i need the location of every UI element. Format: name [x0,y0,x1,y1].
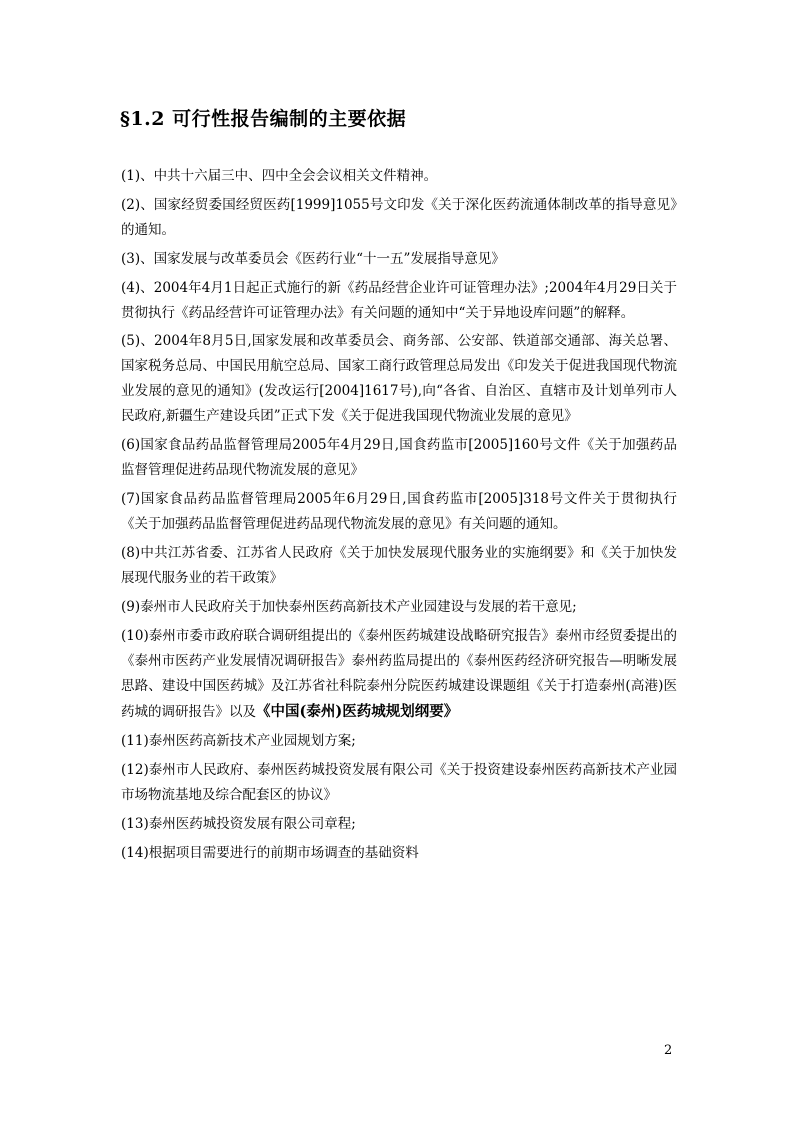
item-10-text: (10)泰州市委市政府联合调研组提出的《泰州医药城建设战略研究报告》泰州市经贸委提出的《泰州市医药产业发展情况调研报告》泰州药监局提出的《泰州医药经济研究报告—明晰发展思路、建设中国医药城》及江苏省社科院泰州分院医药城建设课题组《关于打造泰州(高港)医药城的调研报告》以及 [121,628,677,720]
list-item: (9)泰州市人民政府关于加快泰州医药高新技术产业园建设与发展的若干意见; [121,599,577,615]
list-item: (1)、中共十六届三中、四中全会会议相关文件精神。 [121,168,438,184]
page-number: 2 [664,1043,673,1058]
list-item: (8)中共江苏省委、江苏省人民政府《关于加快发展现代服务业的实施纲要》和《关于加快发展现代服务业的若干政策》 [121,545,677,586]
list-item [121,624,677,725]
list-item: (3)、国家发展与改革委员会《医药行业“十一五”发展指导意见》 [121,251,505,267]
basis-list [121,164,677,870]
list-item: (4)、2004年4月1日起正式施行的新《药品经营企业许可证管理办法》;2004年4月29日关于贯彻执行《药品经营许可证管理办法》有关问题的通知中“关于异地设库问题”的解释。 [121,280,677,321]
section-heading: §1.2 可行性报告编制的主要依据 [120,108,407,130]
item-10-bold-title: 《中国(泰州)医药城规划纲要》 [256,703,459,720]
list-item: (13)泰州医药城投资发展有限公司章程; [121,816,356,832]
list-item: (6)国家食品药品监督管理局2005年4月29日,国食药监市[2005]160号文件《关于加强药品监督管理促进药品现代物流发展的意见》 [121,437,677,478]
list-item: (2)、国家经贸委国经贸医药[1999]1055号文印发《关于深化医药流通体制改革的指导意见》的通知。 [121,197,677,238]
list-item: (5)、2004年8月5日,国家发展和改革委员会、商务部、公安部、铁道部交通部、海关总署、国家税务总局、中国民用航空总局、国家工商行政管理总局发出《印发关于促进我国现代物流业发展的意见的通知》(发改运行[2004]1617号),向“各省、自治区、直辖市及计划单列市人民政府,新疆生产建设兵团”正式下发《关于促进我国现代物流业发展的意见》 [121,333,677,424]
list-item: (14)根据项目需要进行的前期市场调查的基础资料 [121,845,419,861]
list-item: (7)国家食品药品监督管理局2005年6月29日,国食药监市[2005]318号文件关于贯彻执行《关于加强药品监督管理促进药品现代物流发展的意见》有关问题的通知。 [121,491,677,532]
list-item: (12)泰州市人民政府、泰州医药城投资发展有限公司《关于投资建设泰州医药高新技术产业园市场物流基地及综合配套区的协议》 [121,762,677,803]
list-item: (11)泰州医药高新技术产业园规划方案; [121,733,356,749]
